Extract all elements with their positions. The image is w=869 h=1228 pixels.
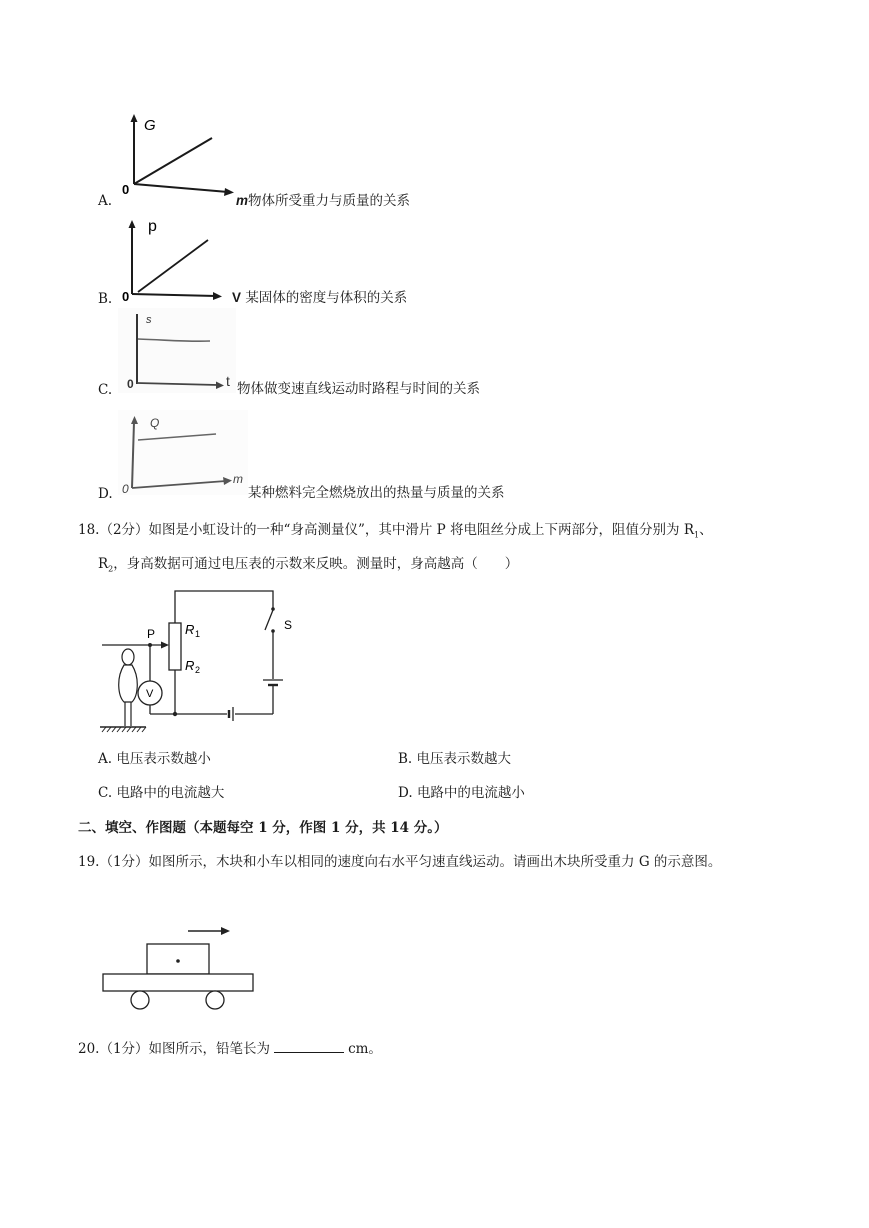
option-c-text: 物体做变速直线运动时路程与时间的关系 <box>237 381 480 397</box>
graph-c-origin: 0 <box>127 377 134 391</box>
label-p: P <box>147 627 156 641</box>
label-r2-sub: 2 <box>195 665 201 675</box>
option-b-caption <box>232 290 407 306</box>
label-s: S <box>284 618 293 632</box>
graph-a-ylabel: G <box>144 117 156 134</box>
q20-after: cm。 <box>348 1041 382 1057</box>
graph-b-ylabel: p <box>148 218 157 235</box>
q18-line1-text: 18.（2分）如图是小虹设计的一种“身高测量仪”，其中滑片 P 将电阻丝分成上下两部分，阻值分别为 R <box>78 522 694 538</box>
answer-blank[interactable] <box>274 1039 344 1053</box>
q18-option-d-letter: D. <box>398 785 413 801</box>
q18-line2-r: R <box>98 556 109 572</box>
graph-a-xlabel: m <box>236 193 249 208</box>
graph-d-ylabel: Q <box>150 416 160 430</box>
q18-line1 <box>78 522 713 544</box>
q20-before: 20.（1分）如图所示，铅笔长为 <box>78 1041 271 1057</box>
q18-option-b <box>398 751 511 767</box>
q18-option-c-text: 电路中的电流越大 <box>116 785 225 801</box>
graph-c-xlabel: t <box>226 373 230 389</box>
option-a-letter: A. <box>98 193 113 209</box>
graph-b-origin: 0 <box>122 289 130 302</box>
graph-d-origin: 0 <box>122 482 129 495</box>
q18-line2-text: ，身高数据可通过电压表的示数来反映。测量时，身高越高（ ） <box>113 556 519 572</box>
q18-option-d-text: 电路中的电流越小 <box>416 785 525 801</box>
q18-sub1: 1 <box>693 530 700 540</box>
label-r1-sub: 1 <box>195 629 201 639</box>
option-b-letter: B. <box>98 291 113 307</box>
graph-d <box>118 410 248 495</box>
q19-text: 19.（1分）如图所示，木块和小车以相同的速度向右水平匀速直线运动。请画出木块所受重力 G 的示意图。 <box>78 854 722 870</box>
option-b-text: 某固体的密度与体积的关系 <box>245 290 408 306</box>
q18-option-b-letter: B. <box>398 751 413 767</box>
option-d-letter: D. <box>98 486 113 502</box>
q18-option-c-letter: C. <box>98 785 113 801</box>
graph-c-ylabel: s <box>146 314 152 326</box>
option-a-text: 物体所受重力与质量的关系 <box>248 193 411 209</box>
graph-b <box>118 214 228 302</box>
q18-sub2: 2 <box>108 564 114 574</box>
q18-option-a-letter: A. <box>98 751 113 767</box>
label-r2: R <box>185 658 195 673</box>
graph-d-xlabel: m <box>233 472 243 486</box>
graph-c <box>118 308 236 393</box>
label-r1: R <box>185 622 195 637</box>
q18-line1-end: 、 <box>699 522 713 538</box>
graph-a-origin: 0 <box>122 182 130 197</box>
voltmeter-label: V <box>146 688 154 700</box>
q18-option-b-text: 电压表示数越大 <box>416 751 512 767</box>
option-c-letter: C. <box>98 382 113 398</box>
q18-option-c <box>98 785 224 801</box>
section-title: 二、填空、作图题（本题每空 1 分，作图 1 分，共 14 分。） <box>78 820 448 836</box>
circuit-diagram <box>98 586 298 736</box>
q20-text <box>78 1039 382 1057</box>
option-a-caption <box>236 193 410 209</box>
q18-option-a-text: 电压表示数越小 <box>116 751 211 767</box>
cart-diagram <box>100 918 258 1018</box>
q18-option-a <box>98 751 211 767</box>
q18-option-d <box>398 785 525 801</box>
graph-a <box>118 112 238 197</box>
graph-b-xlabel: V <box>232 290 242 305</box>
q18-line2 <box>98 556 518 578</box>
option-d-text: 某种燃料完全燃烧放出的热量与质量的关系 <box>248 485 505 501</box>
